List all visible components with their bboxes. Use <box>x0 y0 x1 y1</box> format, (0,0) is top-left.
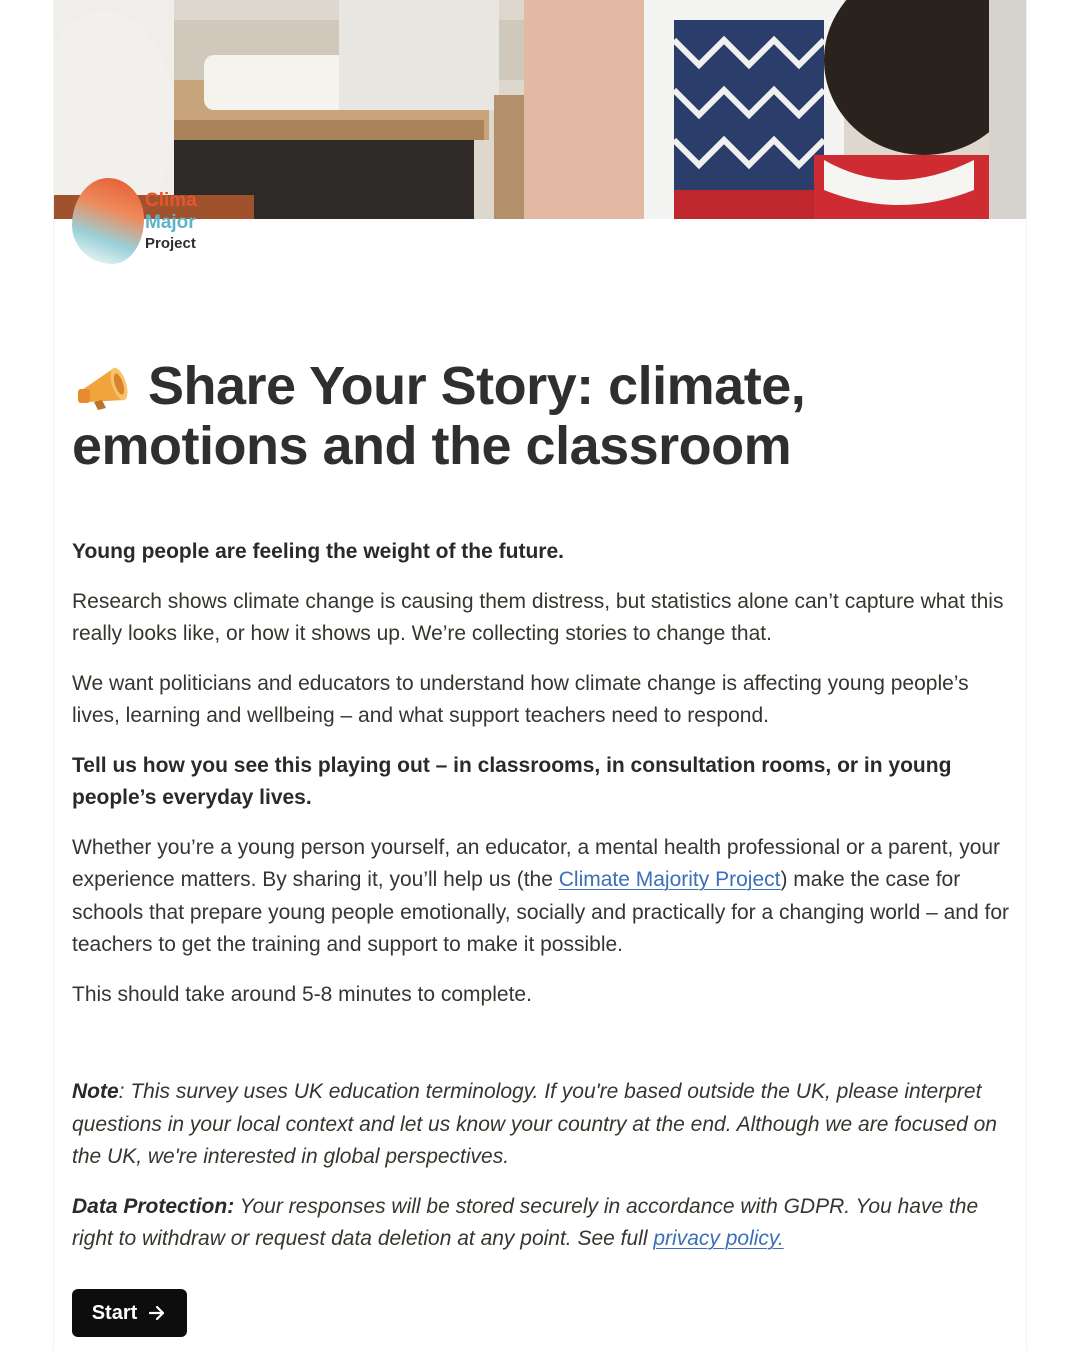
data-protection-paragraph: Data Protection: Your responses will be stored securely in accordance with GDPR. You have the right to withdraw or request data deletion at any point. See full privacy policy. <box>72 1194 979 1250</box>
megaphone-icon <box>72 360 138 410</box>
form-page <box>54 0 1026 1350</box>
logo-text-line3: Project <box>145 235 196 252</box>
page-title-text: Share Your Story: climate, emotions and the classroom <box>72 356 806 476</box>
logo-text-line1: Clima <box>145 191 197 211</box>
prompt-heading: Tell us how you see this playing out – in classrooms, in consultation rooms, or in young people’s everyday lives. <box>72 753 952 809</box>
climate-majority-project-link[interactable]: Climate Majority Project <box>558 868 781 891</box>
logo-blob <box>72 178 144 264</box>
arrow-right-icon <box>147 1303 167 1323</box>
start-button-label: Start <box>91 1301 138 1324</box>
logo-text-line2: Major <box>145 213 196 233</box>
intro-paragraph-3: Whether you’re a young person yourself, an educator, a mental health professional or a parent, your experience matters. By sharing it, you’ll help us (the Climate Majority Project) make the case for schools that prepare young people emotionally, socially and practically for a changing world – and for teachers to get the training and support to make it possible. <box>72 835 1009 956</box>
start-button[interactable] <box>72 1289 187 1337</box>
page-title <box>72 356 972 476</box>
intro-heading: Young people are feeling the weight of the future. <box>72 540 564 563</box>
note-paragraph: Note: This survey uses UK education terminology. If you're based outside the UK, please interpret questions in your local context and let us know your country at the end. Although we are focused on the UK, we're interested in global perspectives. <box>72 1080 997 1168</box>
form-description <box>72 536 1016 1273</box>
intro-paragraph-1: Research shows climate change is causing them distress, but statistics alone can’t capture what this really looks like, or how it shows up. We’re collecting stories to change that. <box>72 589 1004 645</box>
privacy-policy-link[interactable]: privacy policy. <box>653 1227 784 1250</box>
intro-paragraph-2: We want politicians and educators to understand how climate change is affecting young people’s lives, learning and wellbeing – and what support teachers need to respond. <box>72 671 969 727</box>
climate-majority-logo <box>72 178 222 274</box>
duration-text: This should take around 5-8 minutes to complete. <box>72 982 532 1006</box>
